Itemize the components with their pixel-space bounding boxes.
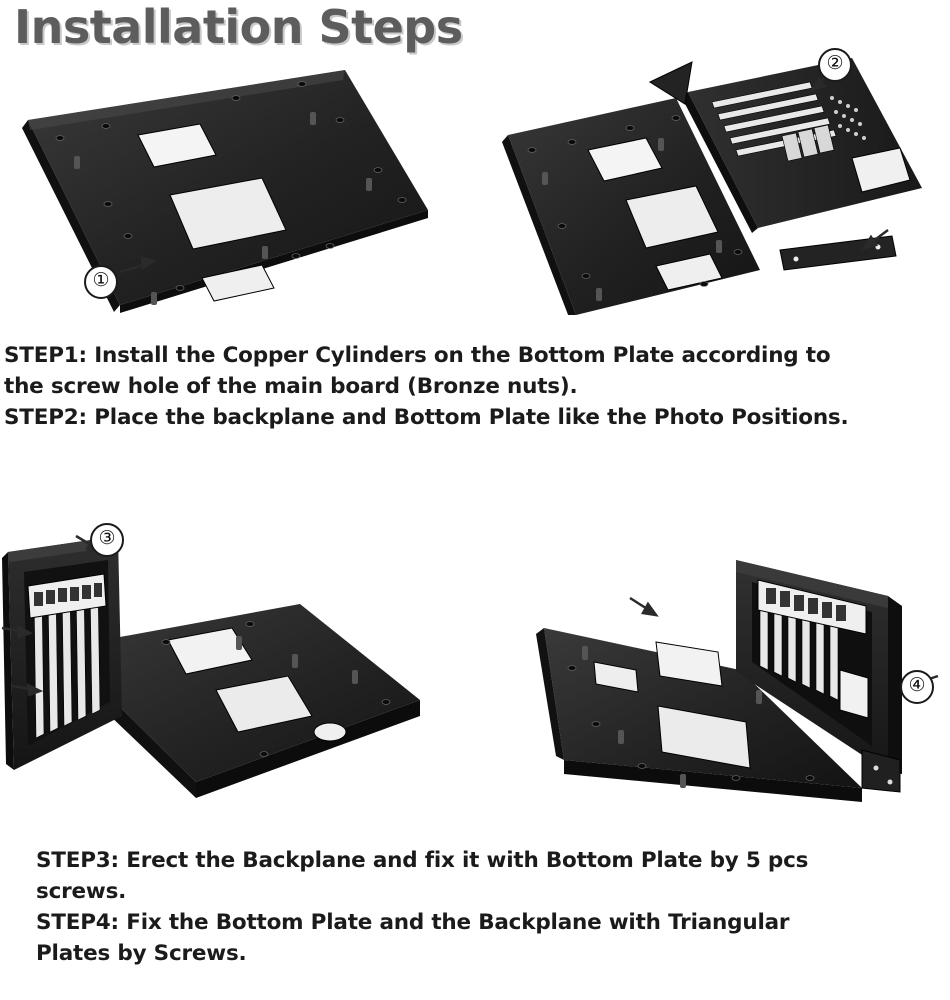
figure-step-3 (0, 520, 440, 820)
page-title: Installation Steps (14, 0, 463, 54)
instructions-bottom (36, 845, 942, 969)
step1-line2: the screw hole of the main board (Bronze nuts). (4, 374, 578, 399)
arrow-4a (630, 598, 656, 615)
callout-number-3: ③ (90, 523, 124, 557)
step1-line1: STEP1: Install the Copper Cylinders on the Bottom Plate according to (4, 343, 831, 368)
figure-step-1 (10, 60, 430, 315)
step4-line1: STEP4: Fix the Bottom Plate and the Backplane with Triangular (36, 910, 790, 935)
callout-number-4: ④ (900, 670, 934, 704)
backplane-3 (2, 536, 122, 770)
step3-line2: screws. (36, 879, 127, 904)
instructions-top (4, 340, 950, 433)
triangular-plate-bottom (780, 236, 896, 270)
callout-number-1: ① (84, 265, 118, 299)
bottom-plate-1 (22, 70, 428, 313)
figure-step-4 (510, 520, 940, 820)
step3-line1: STEP3: Erect the Backplane and fix it with Bottom Plate by 5 pcs (36, 848, 809, 873)
step4-line2: Plates by Screws. (36, 941, 247, 966)
triangular-plate-top (650, 62, 692, 104)
step2-line1: STEP2: Place the backplane and Bottom Plate like the Photo Positions. (4, 405, 849, 430)
callout-number-2: ② (818, 48, 852, 82)
figure-step-2 (480, 40, 940, 315)
